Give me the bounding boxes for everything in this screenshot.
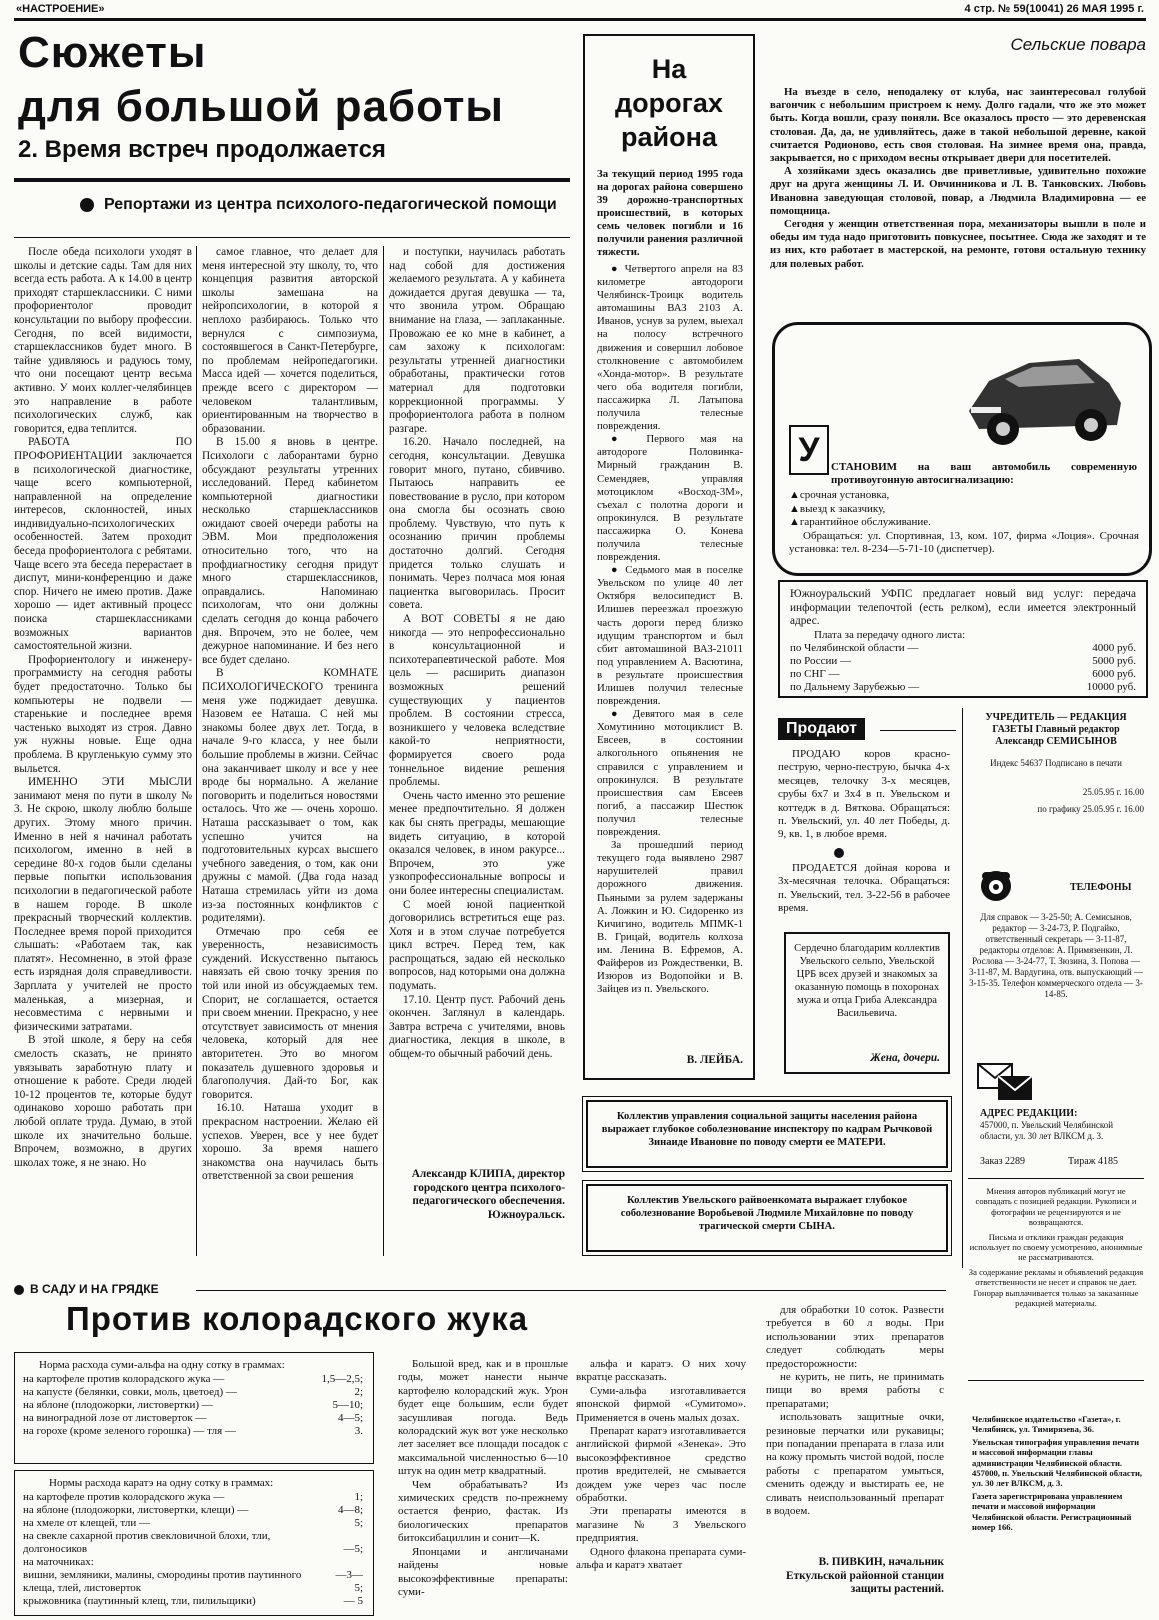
alarm-list <box>789 489 1139 557</box>
kicker-rule <box>14 237 570 238</box>
article-column-1 <box>14 246 192 1256</box>
roads-body <box>597 263 743 1053</box>
imprint-rule <box>968 1178 1144 1179</box>
paragraph: После обеда психологи уходят в школы и детские сады. Там для них всегда есть работа. А к 14.00 в центр приходят старшеклассники. С ними профориентолог проводит консультации по выбору профессии. Сегодня, по всей видимости, старшеклассников будет много. В тайне удивляюсь и радуюсь тому, что они посещают центр весьма активно. У моих коллег-челябинцев это направление в работе психологических служб, как говорится, едва теплится. <box>14 246 192 435</box>
paragraph: С моей юной пациенткой договорились встретиться еще раз. Хотя и в этом случае потребуется цикл встреч. Перед тем, как распрощаться, задаю ей несколько вопросов, над которыми она должна подумать. <box>389 898 565 993</box>
sign-date: 25.05.95 г. 16.00 <box>1082 787 1144 797</box>
garden-column-2 <box>576 1358 746 1614</box>
paragraph: На въезде в село, неподалеку от клуба, нас заинтересовал голубой вагончик с небольшим пристроем к нему. Долго гадали, что же это может быть. Когда вошли, сразу поняли. Все оказалось просто — это деревенская столовая. Да, да, не удивляйтесь, даже в такой небольшой деревне, какой считается Родионово, есть своя столовая. На зимнее время она, правда, закрывается, но с приходом весны открывает двери для посетителей. <box>770 86 1146 165</box>
phones-list: Для справок — 3-25-50; А. Семисынов, редактор — 3-24-73, Р. Подгайко, ответственный секретарь — 3-11-87, редакторы отделов: А. Примязенкин, Л. Рослова — 3-24-77, Т. Зюзина, З. Попова — 3-11-87, М. Вардугина, отв. выпускающий — 3-15-35. Телефон коммерческого отдела — 3-14-85. <box>969 912 1143 999</box>
paragraph: не курить, не пить, не принимать пищи во время работы с препаратами; <box>766 1371 944 1410</box>
list-item: ● Первого мая на автодороге Половинка-Мирный гражданин В. Семендяев, управляя мотоциклом «Восход-3М», съехал с полотна дороги и опрокинулся. В результате пассажирка О. Конева получила телесные повреждения. <box>597 433 743 564</box>
article-subtitle: 2. Время встреч продолжается <box>18 136 386 163</box>
address-title: АДРЕС РЕДАКЦИИ: <box>980 1108 1078 1119</box>
note: За содержание рекламы и объявлений редакция ответственности не несет и справок не дает. Гонорар выплачивается только за заказанные редакцией материалы. <box>968 1266 1144 1309</box>
paragraph: А ВОТ СОВЕТЫ я не даю никогда — это непрофессионально в консультационной и психотерапевтической работе. Моя цель — расширить диапазон возможных решений существующих у пациентов проблем. В состоянии стресса, возникшего у человека вследствие какой-то неприятности, формируется своего рода тоннельное видение решения проблемы. <box>389 613 565 789</box>
note: Мнения авторов публикаций могут не совпадать с позицией редакции. Рукописи и фотографии не рецензируются и не возвращаются. <box>975 1186 1137 1228</box>
table-row: на картофеле против колорадского жука — 1,5—2,5; <box>23 1373 363 1385</box>
note: Челябинское издательство «Газета», г. Челябинск, ул. Тимирязева, 36. <box>972 1414 1121 1435</box>
paragraph: Эти препараты имеются в магазине № 3 Увельского предприятия. <box>576 1505 746 1545</box>
note: Газета зарегистрирована управлением печати и массовой информации Челябинской области. Регистрационный номер 166. <box>972 1490 1132 1533</box>
sell-ads <box>778 748 950 915</box>
imprint-notes <box>968 1186 1144 1308</box>
thanks-box <box>784 932 950 1074</box>
paragraph: самое главное, что делает для меня интересной эту школу, то, что концепция развития авторской школы замешана на нейропсихологии, в которой я неплохо разбираюсь. Только что вернулся с симпозиума, состоявшегося в Санкт-Петербурге, по проблемам нейропедагогики. Масса идей — хочется поделиться, прежде всего с директором — человеком талантливым, ориентированным на творчество в образовании. <box>202 246 378 435</box>
paragraph: В КОМНАТЕ ПСИХОЛОГИЧЕСКОГО тренинга меня уже поджидает девушка. Назовем ее Наташа. С ней мы знакомы более двух лет. Тогда, в начале 9-го класса, у нее были большие проблемы в жизни. Сейчас она заканчивает школу и все у нее вроде бы нормально. А желание поговорить и поделиться новостями осталось. Что же — очень хорошо. Наташа рассказывает о том, как успешно учится на подготовительных курсах высшего учебного заведения, о том, как они дружны с мамой. (Два года назад Наташа стремилась уйти из дома из-за постоянных конфликтов с родителями). <box>202 667 378 925</box>
list-item: ▲срочная установка, <box>789 489 890 501</box>
table-row: по Челябинской области — 4000 руб. <box>790 641 1136 654</box>
title-line-2: для большой работы <box>18 82 504 131</box>
imprint <box>968 712 1144 815</box>
imprint-rule <box>968 1380 1144 1381</box>
paragraph: 16.20. Начало последней, на сегодня, консультации. Девушка говорит много, путано, сбивчиво. Пытаюсь направить ее повествование в русло, при котором она смогла бы осознать свою проблему. Чувствую, что путь к осознанию причин проблемы достаточно долгий. Сегодня придется только слушать и понимать. Через полчаса моя юная пациентка выговорилась. Просит совета. <box>389 436 565 612</box>
table-row: по Дальнему Зарубежью — 10000 руб. <box>790 680 1136 693</box>
condolence-text: Коллектив Увельского райвоенкомата выражает глубокое соболезнование Воробьевой Людмиле Михайловне по поводу трагической смерти СЫНА. <box>620 1195 914 1232</box>
table-row: на хмеле от клещей, тли — 5; <box>23 1517 363 1529</box>
masthead <box>14 4 1146 21</box>
envelope-icon <box>976 1060 1036 1104</box>
classified-ad: ПРОДАЕТСЯ дойная корова и 3х-месячная телочка. Обращаться: п. Увельский, тел. 3-22-56 в рабочее время. <box>778 861 950 915</box>
garden-rule <box>196 1290 946 1291</box>
table-row: по России — 5000 руб. <box>790 654 1136 667</box>
table-row: на яблоне (плодожорки, листовертки, клещи) — 4—8; <box>23 1504 363 1516</box>
table-row: на горохе (кроме зеленого горошка) — тля — 3. <box>23 1425 363 1437</box>
paragraph: За прошедший период текущего года выявлено 2987 нарушителей правил дорожного движения. Пьяными за рулем задержаны А. Ложкин и Ю. Сидоренко из Кичигино, водитель МПМК-1 В. Грицай, водитель колхоза им. Ленина В. Ефремов, А. Файферов из Рождественки, В. Изюров из Водопойки и В. Зайцев из п. Увельского. <box>597 839 743 996</box>
paragraph: для обработки 10 соток. Развести требуется в 60 л воды. При использовании этих препаратов следует соблюдать меры предосторожности: <box>766 1304 944 1370</box>
article-signature: Александр КЛИПА, директор городского центра психолого-педагогического обеспечения. Южноуральск. <box>411 1168 565 1221</box>
norm-table-1 <box>14 1352 374 1464</box>
telephone-icon <box>976 866 1016 902</box>
rubric-text: В САДУ И НА ГРЯДКЕ <box>30 1282 159 1296</box>
circulation: Тираж 4185 <box>1068 1156 1119 1167</box>
article-title <box>18 26 578 134</box>
ufps-text: Южноуральский УФПС предлагает новый вид услуг: передача информации телепочтой (есть релком), если имеется электронный адрес. <box>790 588 1136 628</box>
cooks-title: Сельские повара <box>1010 35 1146 54</box>
paragraph: и поступки, научилась работать над собой для достижения желаемого результата. А у кабинета дожидается другая девушка — та, что звонила утром. Обращаю внимание на глаза, — заплаканные. Провожаю ее ко мне в кабинет, а сам захожу к психологам: результаты утренней диагностики обработаны, практически готов материал для подготовки коррекционной программы. У профориентолога работа в полном разгаре. <box>389 246 565 435</box>
table-row: на капусте (белянки, совки, моль, цветоед) — 2; <box>23 1386 363 1398</box>
paragraph: Большой вред, как и в прошлые годы, может нанести нынче картофелю колорадский жук. Урон будет еще большим, если будет засушливая погода. Ведь колорадский жук вот уже несколько лет заселяет все площади посадок с максимальной численностью 6—10 штук на один метр квадратный. <box>398 1358 568 1478</box>
table-title: Норма расхода суми-альфа на одну сотку в граммах: <box>39 1359 285 1371</box>
title-line-1: Сюжеты <box>18 28 207 77</box>
bullet-icon <box>80 198 94 212</box>
sell-rule <box>880 730 956 731</box>
norm-table-body <box>23 1373 363 1438</box>
column-divider <box>383 246 384 1256</box>
phones-title: ТЕЛЕФОНЫ <box>1070 882 1132 893</box>
list-item: ● Седьмого мая в поселке Увельском по улице 40 лет Октября велосипедист В. Илишев переезжал проезжую часть дороги перед близко идущим транспортом и был сбит автомашиной ВАЗ-21011 под управлением А. Васютина, в результате происшествия Илишев получил телесные повреждения. <box>597 564 743 708</box>
drop-cap: У <box>789 425 829 475</box>
paragraph: Профориентологу и инженеру-программисту на сегодня работы будет предостаточно. Только бы компьютеры не подвели — старенькие и последнее время частенько выходят из строя. Давно уж нужны новые. Еще одна проблема. В кругленькую сумму это выльется. <box>14 653 192 775</box>
issue-info: 4 стр. № 59(10041) 26 МАЯ 1995 г. <box>964 3 1144 15</box>
bullet-icon <box>834 848 844 858</box>
table-row: на картофеле против колорадского жука — 1; <box>23 1491 363 1503</box>
printer-info <box>972 1414 1144 1532</box>
paragraph: РАБОТА ПО ПРОФОРИЕНТАЦИИ заключается в психологической диагностике, чаще всего компьютерной, направленной на определение интересов, склонностей, иных индивидуально-психологических особенностей. Затем проходит беседа профориентолога с ребятами. Чаще всего эта беседа перерастает в диспут, мини-конференцию и даже спор. Ничего не имею против. Даже хорошо — идет активный процесс поиска старшеклассниками возможных вариантов самостоятельной жизни. <box>14 436 192 653</box>
paragraph: В этой школе, я беру на себя смелость сказать, не принято увязывать заработную плату и отношение к работе. Среди людей 10-12 процентов те, которые будут одинаково хорошо работать при любой оплате труда. Думаю, в этой школе их значительно больше. Впрочем, возможно, в других школах тоже, я не знаю. Но <box>14 1034 192 1169</box>
garden-column-3 <box>766 1304 944 1546</box>
article-kicker <box>80 196 570 214</box>
column-divider <box>196 246 197 1256</box>
list-item: ▲выезд к заказчику, <box>789 502 886 515</box>
index: Индекс 54637 Подписано в печати <box>990 758 1122 768</box>
table-title: Нормы расхода каратэ на одну сотку в граммах: <box>49 1477 274 1489</box>
address: 457000, п. Увельский Челябинской области, ул. 30 лет ВЛКСМ д. 3. <box>980 1120 1114 1141</box>
alarm-ad <box>772 322 1152 576</box>
ufps-price-table <box>790 642 1136 694</box>
paragraph: Препарат каратэ изготавливается английской фирмой «Зенека». Это высокоэффективное средство против вредителей, не смывается дождем уже через час после обработки. <box>576 1425 746 1505</box>
schedule-date: по графику 25.05.95 г. 16.00 <box>1037 804 1144 814</box>
note: Письма и отклики граждан редакция использует по своему усмотрению, анонимные не рассматриваются. <box>969 1231 1143 1263</box>
alarm-lead: СТАНОВИМ на ваш автомобиль современную противоугонную автосигнализацию: <box>831 461 1137 486</box>
founder: УЧРЕДИТЕЛЬ — РЕДАКЦИЯ ГАЗЕТЫ Главный редактор Александр СЕМИСЫНОВ <box>985 712 1127 747</box>
roads-box <box>583 34 755 1080</box>
paragraph: В 15.00 я вновь в центре. Психологи с лаборантами бурно обсуждают результаты утренних исследований. Перед кабинетом компьютерной диагностики несколько старшеклассников ожидают своей очереди работы на ЭВМ. Мои предположения относительно того, что на профдиагностику сегодня придут много старшеклассников, оправдались. Напоминаю психологам, что они должны сделать сегодня до конца рабочего дня. Впрочем, это не более, чем дежурное напоминание. И без него все будет сделано. <box>202 436 378 666</box>
paragraph: Одного флакона препарата суми-альфа и каратэ хватает <box>576 1545 746 1572</box>
norm-table-body <box>23 1491 363 1608</box>
roads-lead: За текущий период 1995 года на дорогах района совершено 39 дорожно-транспортных происшествий, в которых семь человек погибли и 16 получили ранения различной тяжести. <box>597 168 743 258</box>
article-column-3 <box>389 246 565 1166</box>
paragraph: Очень часто именно это решение менее предпочтительно. Я должен как бы снять преграды, мешающие видеть ситуацию, в которой оказался человек, в ином ракурсе... Впрочем, это уже узкопрофессиональные вопросы и они более интересны специалистам. <box>389 789 565 897</box>
kicker-text: Репортажи из центра психолого-педагогической помощи <box>104 196 557 213</box>
norm-table-2 <box>14 1470 374 1616</box>
paragraph: Суми-альфа изготавливается японской фирмой «Сумитомо». Применяется в очень малых дозах. <box>576 1384 746 1424</box>
paragraph: ИМЕННО ЭТИ МЫСЛИ занимают меня по пути в школу № 3. Не скрою, школу люблю больше других. Этому много причин. Именно в ней я начинал работать психологом, именно в ней в середине 80-х годов были сделаны первые попытки использования психологии в педагогической работе в нашем городе. В школе прекрасный творческий коллектив. Последнее время порой приходится слышать: «Работаем так, как платят». Несомненно, в этой фразе есть изрядная доля справедливости. Зарплата у учителей не просто маленькая, а мизерная, и несовместима с нервными и физическими затратами. <box>14 776 192 1033</box>
garden-signature: В. ПИВКИН, начальник Еткульской районной станции защиты растений. <box>786 1556 944 1596</box>
garden-rubric <box>14 1282 159 1296</box>
roads-signature: В. ЛЕЙБА. <box>686 1054 743 1067</box>
paragraph: Японцами и англичанами найдены новые высокоэффективные препараты: суми- <box>398 1545 568 1598</box>
paragraph: 16.10. Наташа уходит в прекрасном настроении. Желаю ей успехов. Уверен, все у нее будет хорошо. За время нашего знакомства она научилась быть ответственной за свои решения <box>202 1102 378 1183</box>
garden-title: Против колорадского жука <box>66 1300 529 1337</box>
table-row: крыжовника (паутинный клещ, тли, пилильщики) — 5 <box>23 1595 363 1607</box>
table-row: вишни, земляники, малины, смородины против паутинного клеща, тлей, листоверток —3—5; <box>23 1569 363 1594</box>
order-number: Заказ 2289 <box>980 1156 1026 1167</box>
paragraph: А хозяйками здесь оказались две приветливые, удивительно похожие друг на друга женщины Л. И. Овчинникова и Л. В. Танковских. Любовь Ивановна заведующая столовой, повар, а Людмила Владимировна — ее помощница. <box>770 165 1146 217</box>
table-row: на виноградной лозе от листоверток — 4—5; <box>23 1412 363 1424</box>
paragraph: 17.10. Центр пуст. Рабочий день окончен. Заглянул в календарь. Завтра встреча с учителями, вновь диагностика, лекция в школе, в общем-то обычный рабочий день. <box>389 993 565 1061</box>
ufps-box <box>778 580 1148 698</box>
ufps-price-head: Плата за передачу одного листа: <box>814 628 966 641</box>
cooks-body <box>770 86 1146 271</box>
imprint-divider <box>962 708 963 1268</box>
table-row: на свекле сахарной против свекловичной блохи, тли, долгоносиков —5; <box>23 1530 363 1555</box>
bullet-icon <box>14 1285 24 1295</box>
paragraph: альфа и каратэ. О них хочу вкратце рассказать. <box>576 1358 746 1384</box>
roads-title: На дорогах района <box>615 54 723 152</box>
list-item: ● Девятого мая в селе Хомутинино мотоциклист В. Евсеев, в состоянии алкогольного опьянения не справился с управлением и опрокинулся. В результате происшествия сам Евсеев погиб, а пассажир Шестюк получил телесные повреждения. <box>597 708 743 839</box>
list-item: ▲гарантийное обслуживание. <box>789 516 931 528</box>
table-row: по СНГ — 6000 руб. <box>790 667 1136 680</box>
sell-label: Продают <box>778 718 865 740</box>
headline-rule <box>14 178 570 182</box>
note: Увельская типография управления печати и массовой информации главы администрации Челябинской области. 457000, п. Увельский Челябинской области, ул. 30 лет ВЛКСМ, д. 3. <box>972 1436 1143 1489</box>
article-column-2 <box>202 246 378 1256</box>
paragraph: использовать защитные очки, резиновые перчатки или рукавицы; при попадании препарата в глаза или на кожу промыть чистой водой, после работы с препаратом умыться, сменить одежду и выстирать ее, не сливать неиспользованный препарат в водоем. <box>766 1411 944 1518</box>
section-name: «НАСТРОЕНИЕ» <box>16 3 105 15</box>
table-row: на яблоне (плодожорки, листовертки) — 5—10; <box>23 1399 363 1411</box>
thanks-text: Сердечно благодарим коллектив Увельского сельпо, Увельской ЦРБ всех друзей и знакомых за оказанную помощь в похоронах мужа и отца Гриба Александра Васильевича. <box>794 943 940 1019</box>
paragraph: Сегодня у женщин ответственная пора, механизаторы вышли в поле и обеды им туда надо приготовить повкуснее, посытнее. Сюда же заходят и те из них, кто работает в мастерской, на ремонте, готовя остальную технику для полевых работ. <box>770 218 1146 270</box>
table-row: на маточниках: <box>23 1556 94 1568</box>
paragraph: Отмечаю про себя ее уверенность, независимость суждений. Искусственно пытаюсь навязать ей свою точку зрения по той или иной из обсуждаемых тем. Спорит, не соглашается, остается при своем мнении. Прекрасно, у нее отсутствует зависимость от мнения человека, который для нее авторитетен. Это во многом показатель душевного здоровья и благополучия. Дай-то Бог, как говорится. <box>202 925 378 1101</box>
paragraph: Чем обрабатывать? Из химических средств по-прежнему остается фенрио, фастак. Из биологических препаратов битоксибациллин и сонит—К. <box>398 1478 568 1545</box>
condolence-box-1 <box>586 1100 948 1168</box>
classified-ad: ПРОДАЮ коров красно-пеструю, черно-пеструю, бычка 4-х месяцев, телочку 3-х месяцев, срубы 6х7 и 3х4 в п. Увельском и коттедж в д. Вяткова. Обращаться: п. Увельский, ул. 40 лет Победы, д. 9, кв. 1, в любое время. <box>778 748 950 841</box>
alarm-contact: Обращаться: ул. Спортивная, 13, ком. 107, фирма «Лоция». Срочная установка: тел. 8-234—5-71-10 (диспетчер). <box>789 529 1139 555</box>
car-icon <box>959 333 1129 453</box>
thanks-signature: Жена, дочери. <box>870 1052 940 1065</box>
garden-column-1 <box>398 1358 568 1614</box>
list-item: ● Четвертого апреля на 83 километре автодороги Челябинск-Троицк водитель автомашины ВАЗ 2103 А. Иванов, уснув за рулем, выехал на полосу встречного движения и совершил лобовое столкновение с автомобилем «Хонда-мотор». В результате чего оба водителя погибли, пассажирка Л. Латыпова получила телесные повреждения. <box>597 263 743 433</box>
condolence-text: Коллектив управления социальной защиты населения района выражает глубокое соболезнование инспектору по кадрам Рычковой Зинаиде Ивановне по поводу смерти ее МАТЕРИ. <box>601 1111 933 1148</box>
condolence-box-2 <box>586 1184 948 1252</box>
